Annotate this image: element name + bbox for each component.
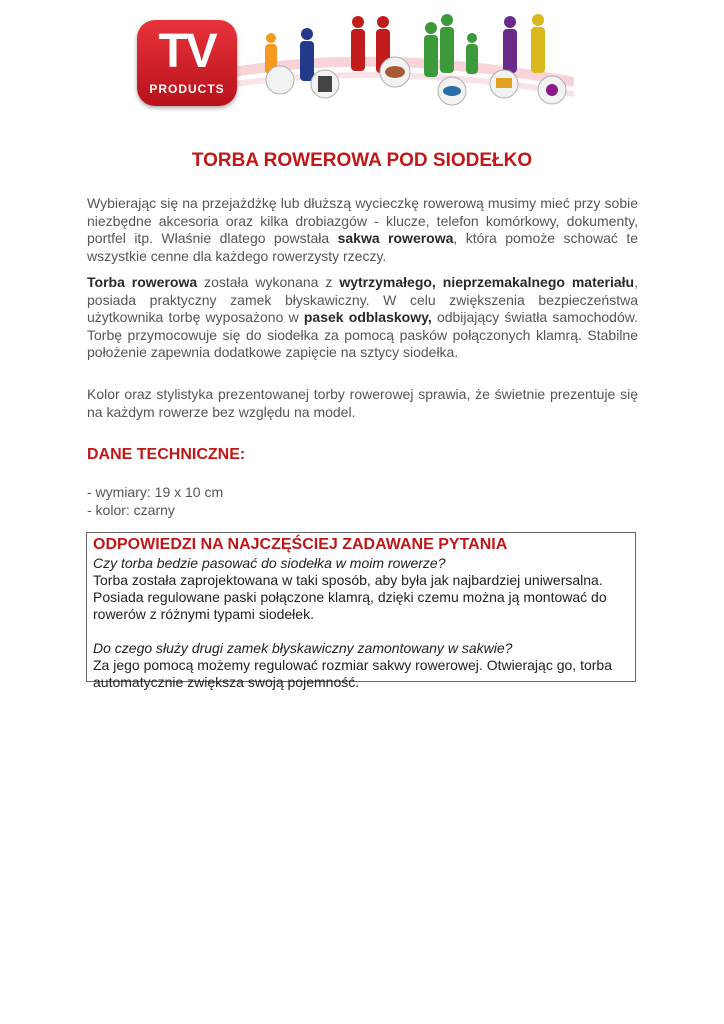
faq-question-1: Czy torba bedzie pasować do siodełka w moim rowerze? (93, 555, 446, 571)
features-bold-c: pasek odblaskowy, (303, 309, 432, 325)
page-title: TORBA ROWEROWA POD SIODEŁKO (191, 150, 533, 171)
style-paragraph: Kolor oraz stylistyka prezentowanej torby rowerowej sprawia, że świetnie prezentuje się na każdym rowerze bez względu na model. (87, 386, 638, 420)
features-bold-a: Torba rowerowa (87, 274, 198, 290)
header-banner (134, 12, 574, 112)
intro-text-a: Wybierając się na przejażdżkę lub dłuższą wycieczkę rowerową musimy mieć przy sobie niezbędne akcesoria oraz kilka drobiazgów - klucze, telefon komórkowy, dokumenty, portfel itp. Właśnie dlatego powstała (87, 195, 638, 246)
features-text-a: została wykonana z (197, 274, 340, 290)
faq-box (86, 532, 636, 690)
features-bold-b: wytrzymałego, nieprzemakalnego materiału (339, 274, 635, 290)
features-text-c: odbijający światła samochodów. Torbę przymocowuje się do siodełka za pomocą pasków połączonych klamrą. Stabilne położenie zapewnia dodatkowe zapięcie na sztycy siodełka. (87, 309, 638, 360)
intro-bold-a: sakwa rowerowa (337, 230, 454, 246)
intro-text-b: , która pomoże schować te wszystkie cenne dla każdego rowerzysty rzeczy. (87, 230, 638, 264)
faq-answer-1: Torba została zaprojektowana w taki sposób, aby była jak najbardziej uniwersalna. Posiada regulowane paski połączone klamrą, dzięki czemu można ją montować do rowerów z różnymi typami siodełek. (93, 572, 607, 622)
faq-title: ODPOWIEDZI NA NAJCZĘŚCIEJ ZADAWANE PYTANIA (93, 536, 508, 553)
intro-paragraph (87, 195, 638, 265)
features-paragraph (87, 274, 638, 362)
faq-question-2: Do czego służy drugi zamek błyskawiczny zamontowany w sakwie? (93, 640, 513, 656)
features-text-b: , posiada praktyczny zamek błyskawiczny. W celu zwiększenia bezpieczeństwa użytkownika torbę wyposażono w (87, 274, 639, 325)
tech-item-color: - kolor: czarny (87, 501, 175, 518)
faq-answer-2: Za jego pomocą możemy regulować rozmiar sakwy rowerowej. Otwierając go, torba automatycznie zwiększa swoją pojemność. (93, 657, 612, 690)
tech-heading: DANE TECHNICZNE: (87, 446, 246, 463)
tv-products-logo (137, 20, 237, 106)
logo-main-text: TV (158, 25, 216, 78)
tech-list (87, 484, 638, 519)
logo-sub-text: PRODUCTS (149, 82, 225, 96)
tech-item-dimensions: - wymiary: 19 x 10 cm (87, 484, 224, 500)
